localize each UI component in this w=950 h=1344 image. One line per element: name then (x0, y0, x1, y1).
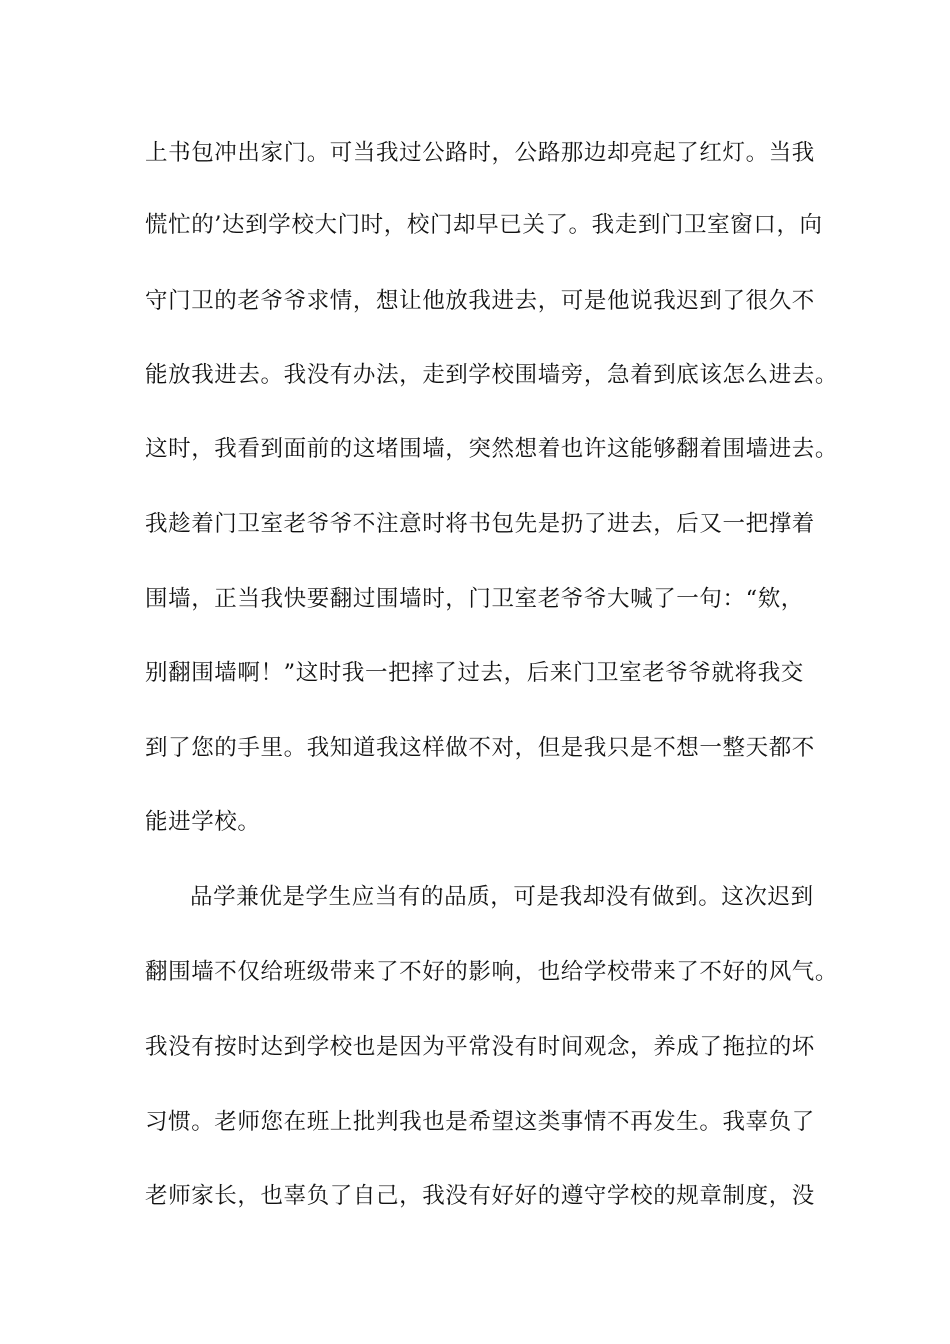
text-line: 我没有按时达到学校也是因为平常没有时间观念，养成了拖拉的坏 (145, 1034, 815, 1060)
text-line: 到了您的手里。我知道我这样做不对，但是我只是不想一整天都不 (145, 735, 815, 761)
text-line: 习惯。老师您在班上批判我也是希望这类事情不再发生。我辜负了 (145, 1109, 815, 1135)
paragraph-first-line: 品学兼优是学生应当有的品质，可是我却没有做到。这次迟到 (190, 884, 814, 910)
text-line: 翻围墙不仅给班级带来了不好的影响，也给学校带来了不好的风气。 (145, 959, 839, 985)
text-line: 上书包冲出家门。可当我过公路时，公路那边却亮起了红灯。当我 (145, 140, 815, 166)
text-line: 慌忙的’达到学校大门时，校门却早已关了。我走到门卫室窗口，向 (145, 212, 823, 238)
text-line: 老师家长，也辜负了自己，我没有好好的遵守学校的规章制度，没 (145, 1183, 815, 1209)
text-line: 别翻围墙啊！”这时我一把摔了过去，后来门卫室老爷爷就将我交 (145, 660, 804, 686)
text-line: 能放我进去。我没有办法，走到学校围墙旁，急着到底该怎么进去。 (145, 362, 839, 388)
text-line: 能进学校。 (145, 809, 261, 835)
text-line: 我趁着门卫室老爷爷不注意时将书包先是扔了进去，后又一把撑着 (145, 511, 815, 537)
text-line: 守门卫的老爷爷求情，想让他放我进去，可是他说我迟到了很久不 (145, 288, 815, 314)
text-line: 这时，我看到面前的这堵围墙，突然想着也许这能够翻着围墙进去。 (145, 436, 839, 462)
text-line: 围墙，正当我快要翻过围墙时，门卫室老爷爷大喊了一句：“欸， (145, 586, 804, 612)
